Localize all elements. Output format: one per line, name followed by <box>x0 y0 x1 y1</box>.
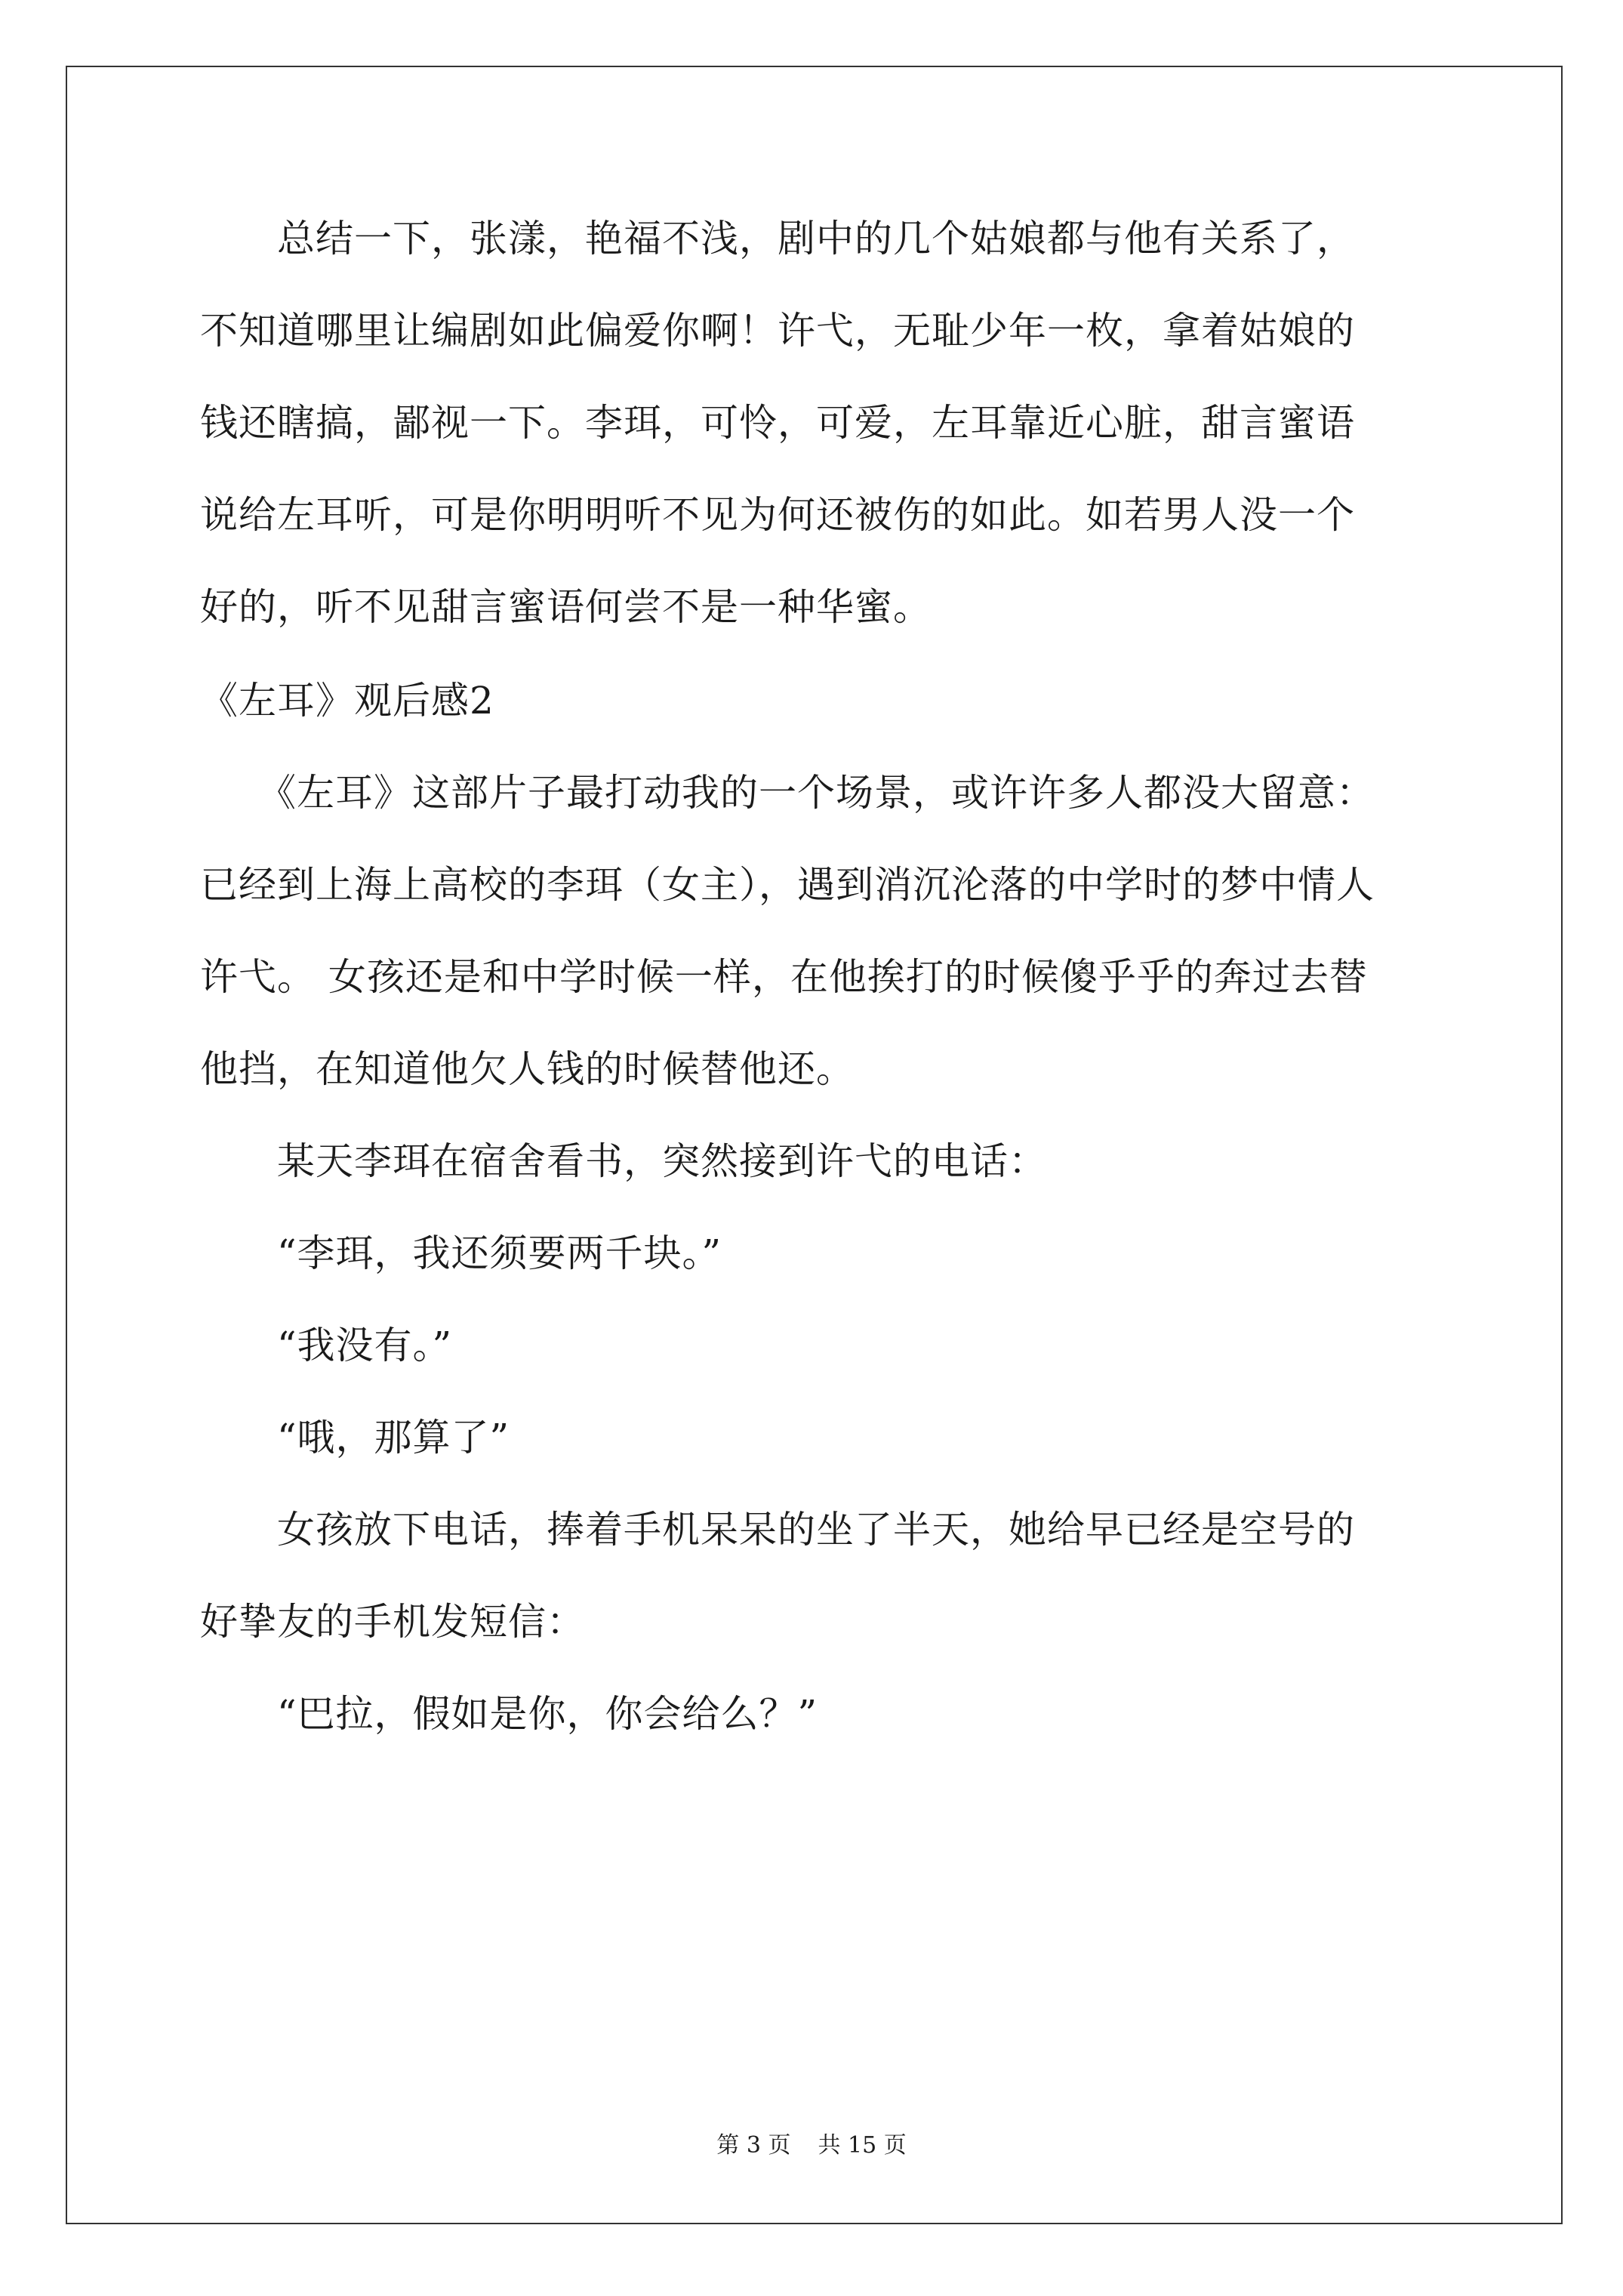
text-line: 《左耳》这部片子最打动我的一个场景，或许许多人都没大留意： <box>200 771 1375 815</box>
text-line: 总结一下，张漾，艳福不浅，剧中的几个姑娘都与他有关系了， <box>200 217 1355 260</box>
text-line: “我没有。” <box>200 1324 453 1367</box>
text-line: 好挚友的手机发短信： <box>200 1600 585 1644</box>
text-line: 已经到上海上高校的李珥（女主），遇到消沉沦落的中学时的梦中情人 <box>200 863 1375 907</box>
page-footer <box>0 2131 1623 2161</box>
text-line: 好的，听不见甜言蜜语何尝不是一种华蜜。 <box>200 585 932 629</box>
text-line: 女孩放下电话，捧着手机呆呆的坐了半天，她给早已经是空号的 <box>200 1508 1355 1552</box>
text-line: “李珥，我还须要两千块。” <box>200 1231 722 1275</box>
text-line: 许弋。 女孩还是和中学时候一样，在他挨打的时候傻乎乎的奔过去替 <box>200 955 1368 999</box>
text-line: 某天李珥在宿舍看书，突然接到许弋的电话： <box>200 1139 1047 1183</box>
text-line: 说给左耳听，可是你明明听不见为何还被伤的如此。如若男人没一个 <box>200 493 1355 537</box>
section-heading: 《左耳》观后感2 <box>200 679 494 723</box>
text-line: “哦，那算了” <box>200 1416 510 1459</box>
text-line: 他挡，在知道他欠人钱的时候替他还。 <box>200 1047 855 1091</box>
text-line: “巴拉，假如是你，你会给么？” <box>200 1692 818 1736</box>
page-total: 共 15 页 <box>818 2132 907 2159</box>
text-line: 不知道哪里让编剧如此偏爱你啊！许弋，无耻少年一枚，拿着姑娘的 <box>200 309 1355 353</box>
text-line: 钱还瞎搞，鄙视一下。李珥，可怜，可爱，左耳靠近心脏，甜言蜜语 <box>200 401 1355 445</box>
page-number: 第 3 页 <box>716 2132 791 2159</box>
